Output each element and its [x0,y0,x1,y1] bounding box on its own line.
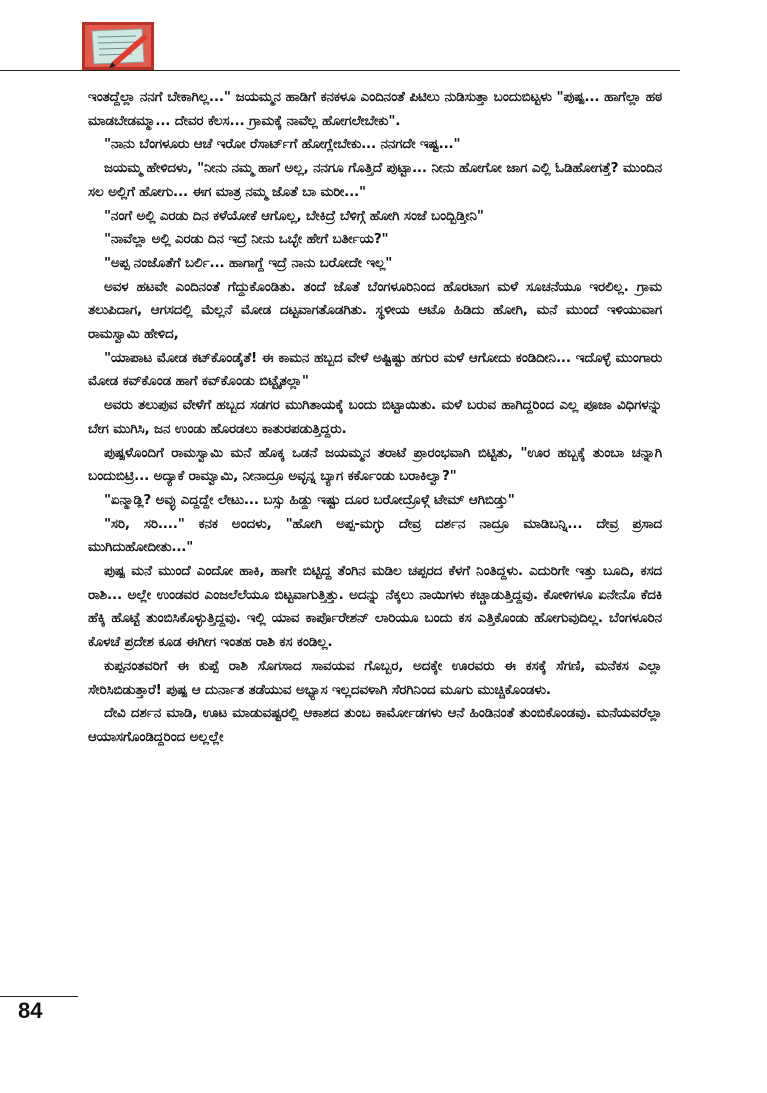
paragraph: "ನಾನು ಬೆಂಗಳೂರು ಆಚೆ ಇರೋ ರೆಸಾರ್ಟ್‌ಗೆ ಹೋಗ್ಲೇಬೇಕು... ನನಗದೇ ಇಷ್ಟ..." [104,136,461,153]
paragraph: ಕುಪ್ಪನಂತವರಿಗೆ ಈ ಕುಪ್ಪೆ ರಾಶಿ ಸೊಗಸಾದ ಸಾವಯವ ಗೊಬ್ಬರ, ಅದಕ್ಕೇ ಊರವರು ಈ ಕಸಕ್ಕೆ ಸೆಗಣಿ, ಮನೆಕಸ ಎಲ್ಲಾ ಸೇರಿಸಿಬಿಡುತ್ತಾರೆ! ಪುಷ್ಪ ಆ ದುರ್ನಾತ ತಡೆಯುವ ಅಭ್ಯಾಸ ಇಲ್ಲದವಳಾಗಿ ಸೆರಗಿನಿಂದ ಮೂಗು ಮುಚ್ಚಿಕೊಂಡಳು. [88,657,662,698]
book-logo-icon [82,22,154,70]
paragraph: "ಯಾಪಾಟ ಮೋಡ ಕಟ್‌ಕೊಂಡೈತೆ! ಈ ಕಾಮನ ಹಬ್ಬದ ವೇಳೆ ಅಷ್ಟಿಷ್ಟು ಹಗುರ ಮಳೆ ಆಗೋದು ಕಂಡಿದೀನಿ... ಇದೊಳ್ಳೆ ಮುಂಗಾರು ಮೋಡ ಕವ್‌ಕೊಂಡ ಹಾಗೆ ಕವ್‌ಕೊಂಡು ಬಿಟ್ಟೈತಲ್ಲಾ" [88,349,662,390]
story-text [88,86,662,750]
paragraph: ಪುಷ್ಪಳೊಂದಿಗೆ ರಾಮಸ್ವಾಮಿ ಮನೆ ಹೊಕ್ಕ ಒಡನೆ ಜಯಮ್ಮನ ತರಾಟೆ ಪ್ರಾರಂಭವಾಗಿ ಬಿಟ್ಟಿತು, "ಊರ ಹಬ್ಬಕ್ಕೆ ತುಂಬಾ ಚನ್ನಾಗಿ ಬಂದುಬಿಟ್ರಿ... ಅದ್ಯಾಕೆ ರಾಮ್ವಾಮಿ, ನೀನಾದ್ರೂ ಅವ್ಳನ್ನ ಬ್ಯಾಗ ಕರ್ಕೊಂಡು ಬರಾಕಿಲ್ವಾ?" [88,444,662,485]
paragraph: ಪುಷ್ಪ ಮನೆ ಮುಂದೆ ಎಂದೋ ಹಾಕಿ, ಹಾಗೇ ಬಿಟ್ಟಿದ್ದ ತೆಂಗಿನ ಮಡಿಲ ಚಪ್ಪರದ ಕೆಳಗೆ ನಿಂತಿದ್ದಳು. ಎದುರಿಗೇ ಇತ್ತು ಬೂದಿ, ಕಸದ ರಾಶಿ... ಅಲ್ಲೇ ಉಂಡವರ ಎಂಜಲೆಲೆಯೂ ಬಿಟ್ಟವಾಗುತ್ತಿತ್ತು. ಅದನ್ನು ನೆಕ್ಕಲು ನಾಯಿಗಳು ಕಚ್ಚಾಡುತ್ತಿದ್ದವು. ಕೋಳಿಗಳೂ ಏನೇನೊ ಕೆದಕಿ ಹೆಕ್ಕಿ ಹೊಟ್ಟೆ ತುಂಬಿಸಿಕೊಳ್ಳುತ್ತಿದ್ದವು. ಇಲ್ಲಿ ಯಾವ ಕಾರ್ಪೊರೇಶನ್ ಲಾರಿಯೂ ಬಂದು ಕಸ ಎತ್ತಿಕೊಂಡು ಹೋಗುವುದಿಲ್ಲ. ಬೆಂಗಳೂರಿನ ಕೊಳಚೆ ಪ್ರದೇಶ ಕೂಡ ಈಗೀಗ ಇಂತಹ ರಾಶಿ ಕಸ ಕಂಡಿಲ್ಲ. [88,563,662,651]
paragraph: ಇಂತದ್ದೆಲ್ಲಾ ನನಗೆ ಬೇಕಾಗಿಲ್ಲ..." ಜಯಮ್ಮನ ಹಾಡಿಗೆ ಕನಕಳೂ ಎಂದಿನಂತೆ ಪಿಟಿಲು ನುಡಿಸುತ್ತಾ ಬಂದುಬಿಟ್ಟಳು "ಪುಷ್ಪ... ಹಾಗೆಲ್ಲಾ ಹಠ ಮಾಡಬೇಡಮ್ಮಾ... ದೇವರ ಕೆಲಸ... ಗ್ರಾಮಕ್ಕೆ ನಾವೆಲ್ಲ ಹೋಗಲೇಬೇಕು". [88,89,662,129]
paragraph: "ಸರಿ, ಸರಿ...." ಕನಕ ಅಂದಳು, "ಹೋಗಿ ಅಪ್ಪ-ಮಗ್ಳು ದೇವ್ರ ದರ್ಶನ ನಾದ್ರೂ ಮಾಡಿಬನ್ನಿ... ದೇವ್ರ ಪ್ರಸಾದ ಮುಗಿದುಹೋದೀತು..." [88,515,662,556]
paragraph: ಜಯಮ್ಮ ಹೇಳಿದಳು, "ನೀನು ನಮ್ಮ ಹಾಗೆ ಅಲ್ಲ, ನನಗೂ ಗೊತ್ತಿದೆ ಪುಟ್ಟಾ... ನೀನು ಹೋಗೋ ಜಾಗ ಎಲ್ಲಿ ಓಡಿಹೋಗತ್ತೆ? ಮುಂದಿನ ಸಲ ಅಲ್ಲಿಗೆ ಹೋಗು... ಈಗ ಮಾತ್ರ ನಮ್ಮ ಜೊತೆ ಬಾ ಮರೀ..." [88,160,662,200]
paragraph: ದೇವಿ ದರ್ಶನ ಮಾಡಿ, ಊಟ ಮಾಡುವಷ್ಟರಲ್ಲಿ ಆಕಾಶದ ತುಂಬ ಕಾರ್ಮೋಡಗಳು ಆನೆ ಹಿಂಡಿನಂತೆ ತುಂಬಿಕೊಂಡವು. ಮನೆಯವರೆಲ್ಲಾ ಆಯಾಸಗೊಂಡಿದ್ದರಿಂದ ಅಲ್ಲಲ್ಲೇ [88,705,662,745]
footer-rule [0,996,78,997]
paragraph: "ನಾವೆಲ್ಲಾ ಅಲ್ಲಿ ಎರಡು ದಿನ ಇದ್ರೆ ನೀನು ಒಬ್ಳೇ ಹೇಗೆ ಬರ್ತೀಯ?" [104,231,389,248]
page-number: 84 [18,998,43,1023]
paragraph: "ನಂಗೆ ಅಲ್ಲಿ ಎರಡು ದಿನ ಕಳೆಯೋಕೆ ಆಗೊಲ್ಲ, ಬೇಕಿದ್ರೆ ಬೆಳಿಗ್ಗೆ ಹೋಗಿ ಸಂಜೆ ಬಂದ್ಬಿಡ್ತೀನಿ" [104,207,484,224]
paragraph: "ಏನ್ಮಾಡ್ಲಿ? ಅವ್ಳು ಎದ್ದದ್ದೇ ಲೇಟು... ಬಸ್ಸು ಹಿಡ್ದು ಇಷ್ಟು ದೂರ ಬರೋದ್ರೊಳ್ಗೆ ಟೇಮ್ ಆಗಿಬಿಡ್ತು" [104,491,515,508]
paragraph: ಅವಳ ಹಟವೇ ಎಂದಿನಂತೆ ಗೆದ್ದುಕೊಂಡಿತು. ತಂದೆ ಜೊತೆ ಬೆಂಗಳೂರಿನಿಂದ ಹೊರಟಾಗ ಮಳೆ ಸೂಚನೆಯೂ ಇರಲಿಲ್ಲ. ಗ್ರಾಮ ತಲುಪಿದಾಗ, ಆಗಸದಲ್ಲಿ ಮೆಲ್ಲನೆ ಮೋಡ ದಟ್ಟವಾಗತೊಡಗಿತು. ಸ್ಥಳೀಯ ಆಟೊ ಹಿಡಿದು ಹೋಗಿ, ಮನೆ ಮುಂದೆ ಇಳಿಯುವಾಗ ರಾಮಸ್ವಾಮಿ ಹೇಳಿದ, [88,278,662,343]
paragraph: "ಅಪ್ಪ ನಂಜೊತೆಗೆ ಬರ್ಲಿ... ಹಾಗಾಗ್ದೆ ಇದ್ರೆ ನಾನು ಬರೋದೇ ಇಲ್ಲ" [104,254,393,271]
header-rule [0,70,680,71]
paragraph: ಅವರು ತಲುಪುವ ವೇಳೆಗೆ ಹಬ್ಬದ ಸಡಗರ ಮುಗಿತಾಯಕ್ಕೆ ಬಂದು ಬಿಟ್ಟಾಯಿತು. ಮಳೆ ಬರುವ ಹಾಗಿದ್ದರಿಂದ ಎಲ್ಲ ಪೂಜಾ ವಿಧಿಗಳನ್ನು ಬೇಗ ಮುಗಿಸಿ, ಜನ ಉಂಡು ಹೊರಡಲು ಕಾತುರಪಡುತ್ತಿದ್ದರು. [88,397,662,437]
